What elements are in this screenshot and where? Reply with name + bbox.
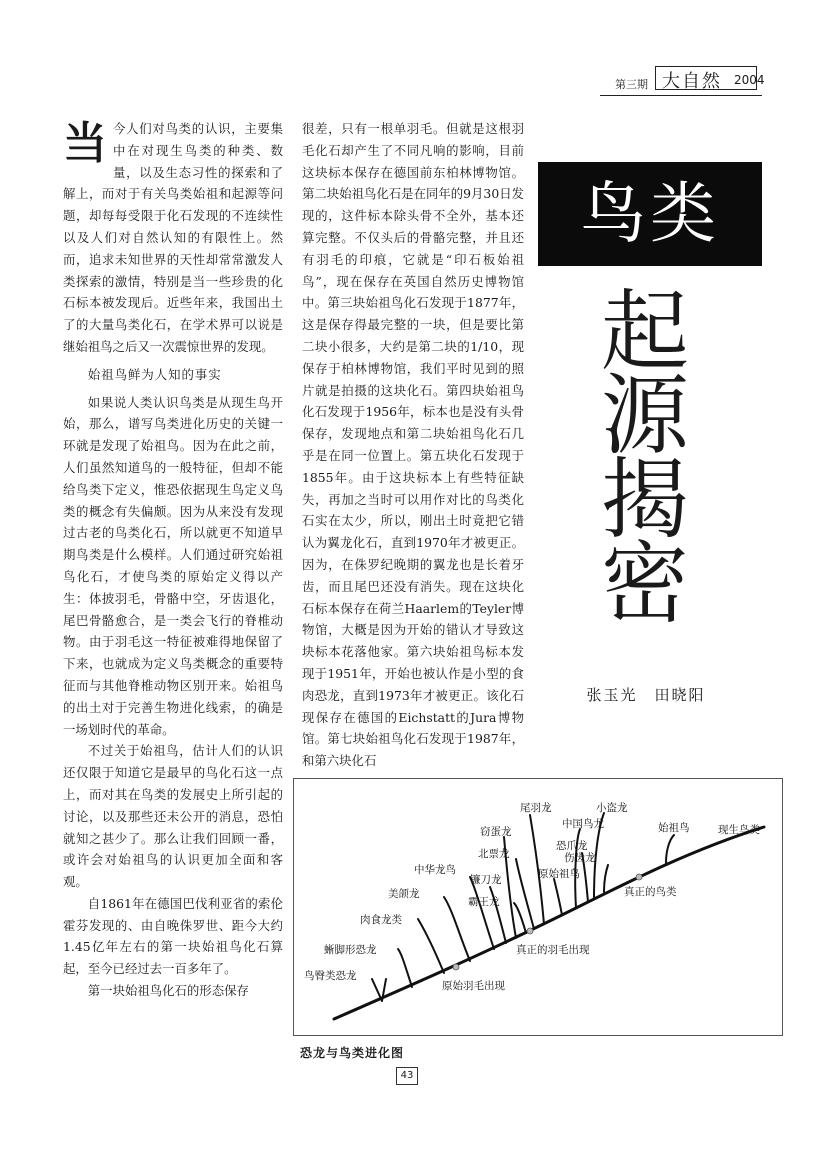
label-true-bird: 真正的鸟类 xyxy=(624,886,677,898)
label-compsognathus: 中华龙鸟 xyxy=(414,864,456,876)
branch-tyranno xyxy=(514,903,526,933)
article-authors: 张玉光 田晓阳 xyxy=(586,686,706,704)
label-coelurosauria: 美颌龙 xyxy=(388,888,420,900)
label-theropoda: 肉食龙类 xyxy=(360,914,402,926)
issue-label: 第三期 xyxy=(615,78,648,91)
label-ornithischia: 鸟臀类恐龙 xyxy=(304,970,357,982)
figure-caption: 恐龙与鸟类进化图 xyxy=(300,1046,405,1060)
paragraph: 自1861年在德国巴伐利亚省的索伦霍芬发现的、由自晚侏罗世、距今大约1.45亿年左右的第一块始祖鸟化石算起，至今已经过去一百多年了。 xyxy=(63,895,283,977)
magazine-year: 2004 xyxy=(734,73,765,87)
branch-saurischia xyxy=(398,949,412,987)
intro-text: 今人们对鸟类的认识，主要集中在对现生鸟类的种类、数量，以及生态习性的探索和了解上，而对于有关鸟类始祖和起源等问题，却每每受限于化石发现的不连续性以及人们对自然认知的有限性上。然而，追求未知世界的天性却常常激发人类探索的激情，特别是当一些珍贵的化石标本被发现后。近些年来，我国出土了的大量鸟类化石，在学术界可以说是继始祖鸟之后又一次震惊世界的发现。 xyxy=(63,121,283,354)
node-true-feather xyxy=(527,928,533,934)
node-protofeather xyxy=(453,964,459,970)
branch-archaeopteryx xyxy=(666,835,674,863)
article-title-char-4: 密 xyxy=(600,532,689,635)
article-title-char-1: 起 xyxy=(600,280,689,383)
label-microraptor: 小盗龙 xyxy=(596,802,628,814)
paragraph: 如果说人类认识鸟类是从现生鸟开始，那么，谱写鸟类进化历史的关键一环就是发现了始祖鸟。因为在此之前，人们虽然知道鸟的一般特征，但却不能给鸟类下定义，惟恐依据现生鸟定义鸟类的概念有失偏颇。因为从来没有发现过古老的鸟类化石，所以就更不知道早期鸟类是什么模样。人们通过研究始祖鸟化石，才使鸟类的原始定义得以产生：体披羽毛，骨骼中空，牙齿退化，尾巴骨骼愈合，是一类会飞行的脊椎动物。由于羽毛这一特征被难得地保留了下来，也就成为定义鸟类概念的重要特征而与其他脊椎动物区别开来。始祖鸟的出土对于完善生物进化线索，的确是一场划时代的革命。 xyxy=(63,394,283,737)
label-true-feather: 真正的羽毛出现 xyxy=(516,944,590,956)
article-title-char-2: 源 xyxy=(600,364,689,467)
branch-protarch xyxy=(554,879,562,915)
column-1 xyxy=(63,118,283,1002)
label-protarchaeopteryx: 原始祖鸟 xyxy=(538,868,580,880)
article-title-char-3: 揭 xyxy=(600,448,689,551)
drop-cap: 当 xyxy=(63,118,107,169)
label-modern-birds: 现生鸟类 xyxy=(718,824,760,836)
label-troodon: 伤齿龙 xyxy=(564,852,596,864)
paragraph: 不过关于始祖鸟，估计人们的认识还仅限于知道它是最早的鸟化石这一点上，而对其在鸟类的发展史上所引起的讨论，以及那些还未公开的消息，恐怕就知之甚少了。那么让我们回顾一番，或许会对始祖鸟的认识更加全面和客观。 xyxy=(63,743,283,890)
branch-theropoda xyxy=(418,919,444,973)
branch-troodon xyxy=(604,865,608,892)
label-beipiaosaurus: 北票龙 xyxy=(478,848,510,860)
paragraph: 很差，只有一根单羽毛。但就是这根羽毛化石却产生了不同凡响的影响，目前这块标本保存在德国前东柏林博物馆。第二块始祖鸟化石是在同年的9月30日发现的，这件标本除头骨不全外，基本还算完整。不仅头后的骨骼完整，并且还有羽毛的印痕，它就是“印石板始祖鸟”，现在保存在英国自然历史博物馆中。第三块始祖鸟化石发现于1877年，这是保存得最完整的一块，但是要比第二块小很多，大约是第二块的1/10，现保存于柏林博物馆，我们平时见到的照片就是拍摄的这块化石。第四块始祖鸟化石发现于1956年，标本也是没有头骨保存，发现地点和第二块始祖鸟化石几乎是在同一位置上。第五块化石发现于1855年。由于这块标本上有些特征缺失，再加之当时可以用作对比的鸟类化石实在太少，所以，刚出土时竟把它错认为翼龙化石，直到1970年才被更正。因为，在侏罗纪晚期的翼龙也是长着牙齿，而且尾巴还没有消失。现在这块化石标本保存在荷兰Haarlem的Teyler博物馆，大概是因为开始的错认才导致这块标本花落他家。第六块始祖鸟标本发现于1951年，开始也被认作是小型的食肉恐龙，直到1973年才被更正。该化石现保存在德国的Eichstatt的Jura博物馆。第七块始祖鸟化石发现于1987年，和第六块化石 xyxy=(302,121,524,769)
intro-paragraph xyxy=(63,118,283,358)
label-oviraptor: 窃蛋龙 xyxy=(480,826,512,838)
label-tyrannosaurus: 霸王龙 xyxy=(468,896,500,908)
label-caudipteryx: 尾羽龙 xyxy=(520,802,552,814)
magazine-title: 大自然 xyxy=(662,71,722,92)
article-title-line1: 鸟类 xyxy=(580,175,720,252)
label-protofeather: 原始羽毛出现 xyxy=(442,980,505,992)
header-rule xyxy=(600,95,762,96)
evolution-tree-svg xyxy=(294,779,782,1035)
evolution-diagram xyxy=(293,778,783,1036)
node-true-bird xyxy=(636,874,642,880)
paragraph: 第一块始祖鸟化石的形态保存 xyxy=(87,983,249,999)
label-ornithomimus: 镰刀龙 xyxy=(470,874,502,886)
page-number: 43 xyxy=(396,1067,418,1085)
branch-coelurosauria xyxy=(444,897,470,961)
label-sinornithosaurus: 中国鸟龙 xyxy=(562,818,604,830)
label-archaeopteryx: 始祖鸟 xyxy=(658,822,690,834)
label-saurischia: 蜥脚形恐龙 xyxy=(324,944,377,956)
branch-beipiao xyxy=(516,859,534,929)
section-heading: 始祖鸟鲜为人知的事实 xyxy=(87,366,222,382)
column-2 xyxy=(302,118,524,772)
label-dromaeosaurus: 恐爪龙 xyxy=(556,840,588,852)
